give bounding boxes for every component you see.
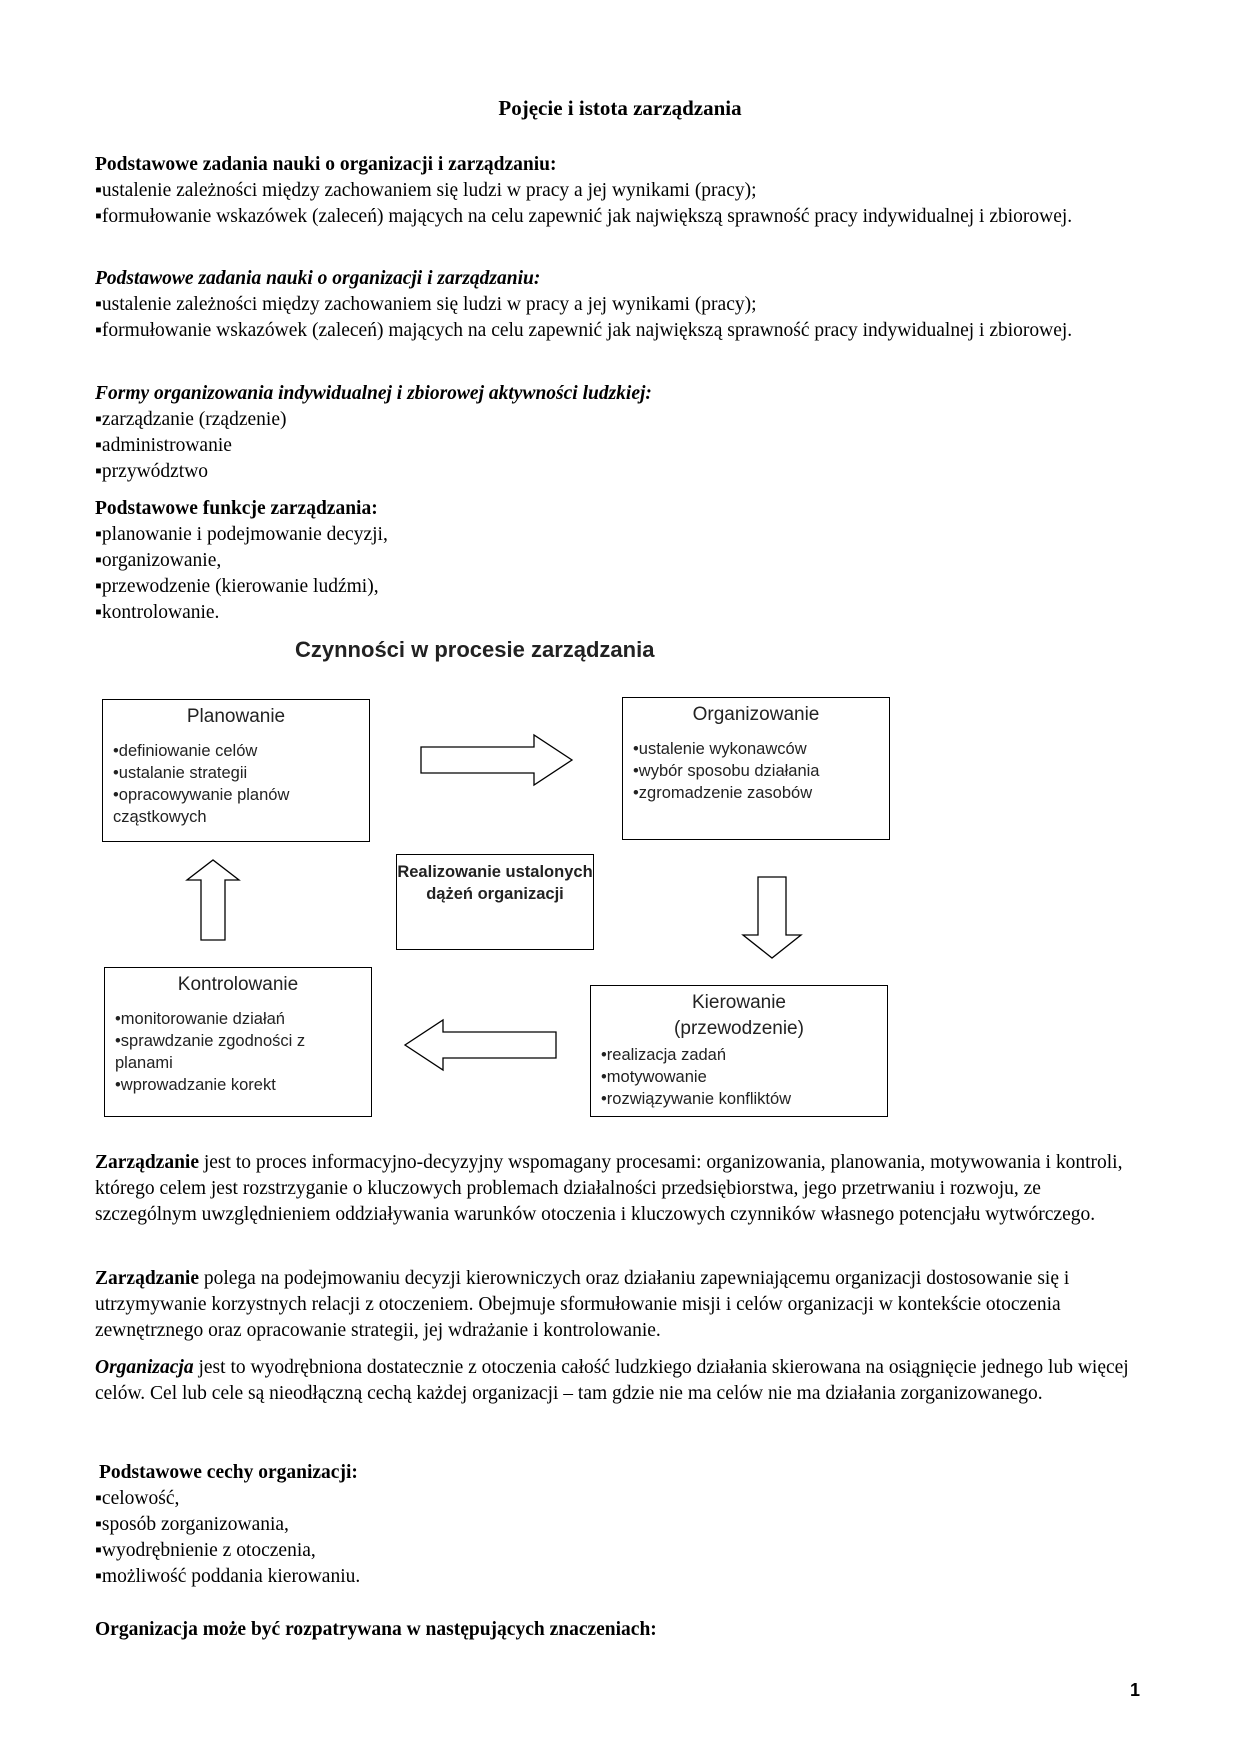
list-item: ▪ formułowanie wskazówek (zaleceń) mających na celu zapewnić jak największą sprawność pracy indywidualnej i zbiorowej. <box>95 204 1145 230</box>
box-item: • wprowadzanie korekt <box>115 1074 363 1096</box>
box-item: • definiowanie celów <box>113 740 361 762</box>
section-heading: Podstawowe cechy organizacji: <box>99 1462 358 1483</box>
list-item: ▪ przewodzenie (kierowanie ludźmi), <box>95 574 1145 600</box>
final-heading-block <box>95 1617 1145 1643</box>
section-heading: Organizacja może być rozpatrywana w następujących znaczeniach: <box>95 1619 657 1640</box>
box-item: • rozwiązywanie konfliktów <box>601 1088 879 1110</box>
definition-text: polega na podejmowaniu decyzji kierowniczych oraz działaniu zapewniającemu organizacji dostosowanie się i utrzymywanie korzystnych relacji z otoczeniem. Obejmuje sformułowanie misji i celów organizacji w kontekście otoczenia zewnętrznego oraz opracowanie strategii, jej wdrażanie i kontrolowanie. <box>95 1268 1070 1341</box>
list-item: ▪ celowość, <box>95 1486 1149 1512</box>
arrow-down-icon <box>743 877 801 958</box>
list-item: ▪ sposób zorganizowania, <box>95 1512 1149 1538</box>
box-item: • realizacja zadań <box>601 1044 879 1066</box>
box-title: Kontrolowanie <box>177 974 299 995</box>
box-title: Planowanie <box>186 706 286 727</box>
list-item: ▪ kontrolowanie. <box>95 600 1145 626</box>
box-title: Kierowanie (przewodzenie) <box>674 992 804 1039</box>
page-number: 1 <box>1130 1680 1141 1700</box>
list-item: ▪ ustalenie zależności między zachowaniem się ludzi w pracy a jej wynikami (pracy); <box>95 178 1145 204</box>
section-heading: Formy organizowania indywidualnej i zbiorowej aktywności ludzkiej: <box>95 383 652 404</box>
list-item: ▪ zarządzanie (rządzenie) <box>95 407 1145 433</box>
list-item: ▪ przywództwo <box>95 459 1145 485</box>
list-item: ▪ możliwość poddania kierowaniu. <box>95 1564 1149 1590</box>
paragraph-definition-2 <box>95 1266 1145 1344</box>
diagram-title: Czynności w procesie zarządzania <box>295 637 655 662</box>
term: Zarządzanie <box>95 1268 199 1289</box>
box-item: • motywowanie <box>601 1066 879 1088</box>
box-item: • ustalanie strategii <box>113 762 361 784</box>
page-title: Pojęcie i istota zarządzania <box>498 96 742 120</box>
box-item: • sprawdzanie zgodności z planami <box>115 1030 363 1074</box>
list-item: ▪ formułowanie wskazówek (zaleceń) mających na celu zapewnić jak największą sprawność pracy indywidualnej i zbiorowej. <box>95 318 1145 344</box>
section-heading: Podstawowe zadania nauki o organizacji i zarządzaniu: <box>95 268 541 289</box>
box-item: • zgromadzenie zasobów <box>633 782 881 804</box>
list-item: ▪ administrowanie <box>95 433 1145 459</box>
box-item: • wybór sposobu działania <box>633 760 881 782</box>
center-goal-box: Realizowanie ustalonych dążeń organizacji <box>396 854 594 950</box>
section-features <box>99 1460 1149 1590</box>
section-heading: Podstawowe funkcje zarządzania: <box>95 498 378 519</box>
definition-text: jest to wyodrębniona dostatecznie z otoczenia całość ludzkiego działania skierowana na osiągnięcie jednego lub więcej celów. Cel lub cele są nieodłączną cechą każdej organizacji – tam gdzie nie ma celów nie ma działania zorganizowanego. <box>95 1357 1129 1404</box>
list-item: ▪ organizowanie, <box>95 548 1145 574</box>
box-item: • monitorowanie działań <box>115 1008 363 1030</box>
box-item: • ustalenie wykonawców <box>633 738 881 760</box>
arrow-up-icon <box>187 860 239 940</box>
box-item: • opracowywanie planów cząstkowych <box>113 784 361 828</box>
list-item: ▪ wyodrębnienie z otoczenia, <box>95 1538 1149 1564</box>
arrow-right-icon <box>421 735 572 785</box>
list-item: ▪ planowanie i podejmowanie decyzji, <box>95 522 1145 548</box>
arrow-left-icon <box>405 1020 556 1070</box>
term: Zarządzanie <box>95 1152 199 1173</box>
section-heading: Podstawowe zadania nauki o organizacji i zarządzaniu: <box>95 154 557 175</box>
term: Organizacja <box>95 1357 194 1378</box>
paragraph-definition-1 <box>95 1150 1145 1228</box>
paragraph-definition-3 <box>95 1355 1145 1407</box>
definition-text: jest to proces informacyjno-decyzyjny wspomagany procesami: organizowania, planowania, motywowania i kontroli, którego celem jest rozstrzyganie o kluczowych problemach działalności przedsiębiorstwa, jego przetrwaniu i rozwoju, ze szczególnym uwzględnieniem oddziaływania warunków otoczenia i kluczowych czynników własnego potencjału wytwórczego. <box>95 1152 1123 1225</box>
list-item: ▪ ustalenie zależności między zachowaniem się ludzi w pracy a jej wynikami (pracy); <box>95 292 1145 318</box>
box-title: Organizowanie <box>692 704 820 725</box>
